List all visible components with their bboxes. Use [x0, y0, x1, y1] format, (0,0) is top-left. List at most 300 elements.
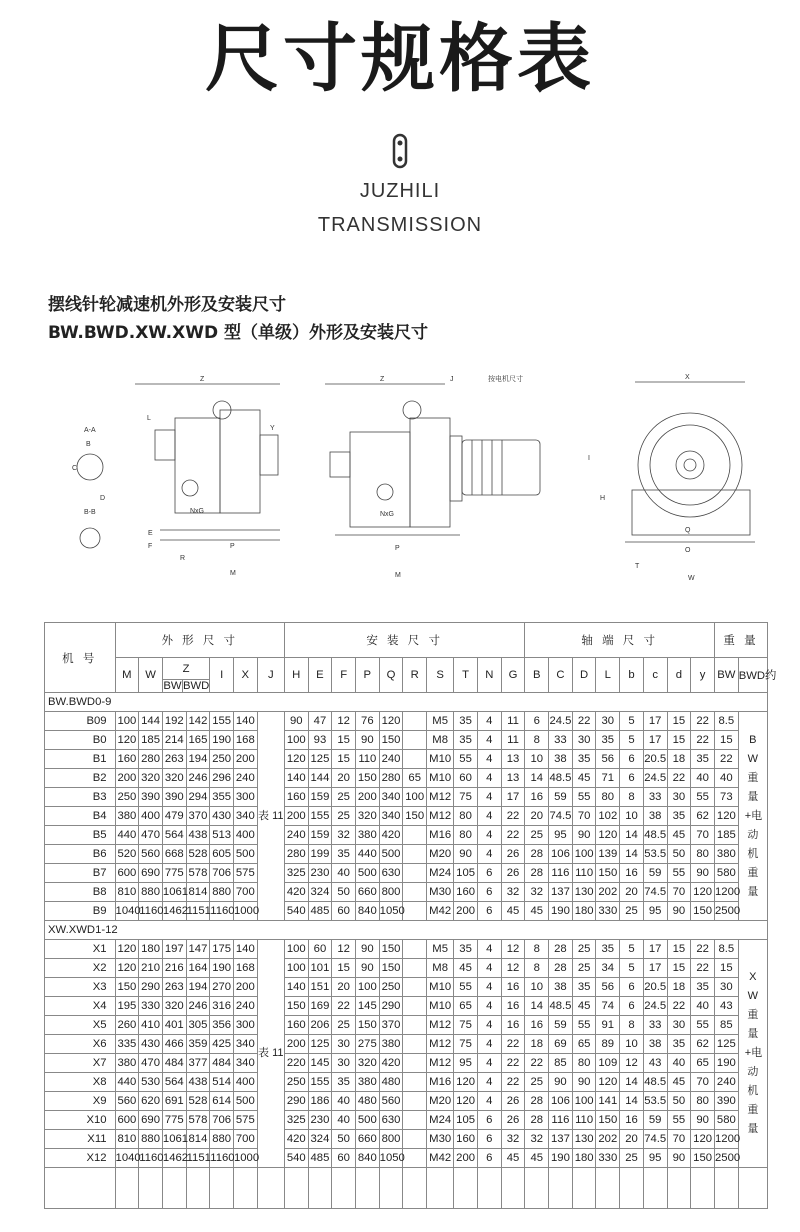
value-cell: 4 — [477, 712, 501, 731]
model-cell: B7 — [45, 864, 116, 883]
value-cell: 45 — [572, 997, 596, 1016]
col-i: I — [210, 658, 234, 693]
section-subtitle: 摆线针轮减速机外形及安装尺寸 — [48, 295, 286, 315]
value-cell: 137 — [549, 883, 573, 902]
value-cell: 160 — [454, 1130, 478, 1149]
empty-cell — [210, 1168, 234, 1209]
value-cell: 65 — [403, 769, 427, 788]
value-cell: 200 — [454, 1149, 478, 1168]
dim-label-z: Z — [200, 376, 205, 383]
value-cell: 14 — [620, 1092, 644, 1111]
value-cell: 240 — [233, 997, 257, 1016]
value-cell: 1160 — [210, 1149, 234, 1168]
value-cell: M12 — [427, 1016, 454, 1035]
value-cell: 17 — [643, 940, 667, 959]
value-cell: 810 — [115, 1130, 139, 1149]
value-cell: 440 — [115, 826, 139, 845]
model-cell: B09 — [45, 712, 116, 731]
value-cell: 16 — [620, 1111, 644, 1130]
value-cell: 30 — [572, 731, 596, 750]
value-cell: M5 — [427, 712, 454, 731]
value-cell: 330 — [596, 902, 620, 921]
value-cell: 90 — [454, 845, 478, 864]
value-cell: 356 — [210, 1016, 234, 1035]
motor-size-label: 按电机尺寸 — [488, 376, 523, 383]
header-outline: 外 形 尺 寸 — [115, 623, 284, 658]
table-row — [45, 788, 768, 807]
value-cell: 56 — [596, 750, 620, 769]
value-cell: 390 — [162, 788, 186, 807]
empty-cell — [643, 1168, 667, 1209]
value-cell: 15 — [667, 940, 691, 959]
value-cell: 6 — [620, 997, 644, 1016]
value-cell: 75 — [454, 1016, 478, 1035]
value-cell: 1200 — [715, 883, 739, 902]
empty-cell — [549, 1168, 573, 1209]
value-cell: 60 — [332, 1149, 356, 1168]
value-cell: 15 — [715, 731, 739, 750]
value-cell: 8.5 — [715, 940, 739, 959]
value-cell: 144 — [308, 769, 332, 788]
value-cell: 45 — [501, 902, 525, 921]
value-cell: 164 — [186, 959, 210, 978]
empty-cell — [45, 1168, 116, 1209]
value-cell — [403, 731, 427, 750]
value-cell: 560 — [115, 1092, 139, 1111]
dim-label-t: T — [635, 563, 640, 570]
model-cell: X9 — [45, 1092, 116, 1111]
value-cell: 4 — [477, 940, 501, 959]
value-cell: 25 — [525, 826, 549, 845]
value-cell: 240 — [715, 1073, 739, 1092]
value-cell: 25 — [332, 1016, 356, 1035]
value-cell: M10 — [427, 997, 454, 1016]
value-cell: 246 — [186, 769, 210, 788]
value-cell: 76 — [355, 712, 379, 731]
value-cell: 75 — [454, 1035, 478, 1054]
value-cell: 200 — [233, 978, 257, 997]
value-cell: 22 — [501, 807, 525, 826]
model-cell: B5 — [45, 826, 116, 845]
value-cell: 6 — [620, 750, 644, 769]
value-cell: 168 — [233, 731, 257, 750]
value-cell: 55 — [667, 864, 691, 883]
value-cell: 294 — [186, 788, 210, 807]
value-cell: 55 — [691, 788, 715, 807]
value-cell: 377 — [186, 1054, 210, 1073]
value-cell: 150 — [115, 978, 139, 997]
model-cell: B6 — [45, 845, 116, 864]
value-cell: 660 — [355, 1130, 379, 1149]
value-cell: 141 — [596, 1092, 620, 1111]
value-cell: 12 — [620, 1054, 644, 1073]
value-cell: 160 — [454, 883, 478, 902]
value-cell: 22 — [691, 712, 715, 731]
empty-cell — [403, 1168, 427, 1209]
value-cell: 814 — [186, 1130, 210, 1149]
value-cell: 190 — [715, 1054, 739, 1073]
value-cell: 220 — [284, 1054, 308, 1073]
value-cell: 14 — [525, 997, 549, 1016]
value-cell: 48.5 — [549, 769, 573, 788]
dim-label-nxg: NxG — [190, 508, 204, 515]
value-cell: 100 — [572, 1092, 596, 1111]
value-cell: 320 — [355, 1054, 379, 1073]
value-cell: 15 — [667, 959, 691, 978]
col-d: d — [667, 658, 691, 693]
value-cell: 340 — [233, 807, 257, 826]
value-cell: 440 — [115, 1073, 139, 1092]
header-shaft: 轴 端 尺 寸 — [525, 623, 715, 658]
value-cell: 35 — [454, 712, 478, 731]
value-cell: 690 — [139, 864, 163, 883]
value-cell: 528 — [186, 1092, 210, 1111]
value-cell: 1000 — [233, 1149, 257, 1168]
value-cell: M12 — [427, 788, 454, 807]
value-cell: 630 — [379, 864, 403, 883]
value-cell: 22 — [572, 712, 596, 731]
value-cell: 20.5 — [643, 978, 667, 997]
table-row — [45, 1035, 768, 1054]
table-row — [45, 883, 768, 902]
value-cell — [403, 902, 427, 921]
value-cell: 26 — [501, 1111, 525, 1130]
value-cell: 4 — [477, 750, 501, 769]
value-cell: 160 — [115, 750, 139, 769]
header-install: 安 装 尺 寸 — [284, 623, 524, 658]
model-cell: X11 — [45, 1130, 116, 1149]
value-cell: 20 — [525, 807, 549, 826]
value-cell: 250 — [379, 978, 403, 997]
model-cell: B4 — [45, 807, 116, 826]
value-cell: 300 — [233, 1016, 257, 1035]
value-cell: 1151 — [186, 1149, 210, 1168]
value-cell: 55 — [667, 1111, 691, 1130]
value-cell: 22 — [501, 1035, 525, 1054]
value-cell: 480 — [355, 1092, 379, 1111]
value-cell: 16 — [525, 788, 549, 807]
value-cell: 90 — [355, 731, 379, 750]
value-cell: 150 — [379, 731, 403, 750]
value-cell: 150 — [691, 1149, 715, 1168]
value-cell: 120 — [115, 731, 139, 750]
value-cell: 110 — [355, 750, 379, 769]
value-cell: 5 — [620, 731, 644, 750]
value-cell: 580 — [715, 864, 739, 883]
value-cell: 425 — [210, 1035, 234, 1054]
model-cell: X3 — [45, 978, 116, 997]
value-cell: 40 — [691, 997, 715, 1016]
value-cell: 22 — [691, 959, 715, 978]
value-cell: 370 — [186, 807, 210, 826]
value-cell: 775 — [162, 864, 186, 883]
value-cell: 530 — [139, 1073, 163, 1092]
value-cell: 30 — [596, 712, 620, 731]
value-cell: 100 — [284, 731, 308, 750]
value-cell: 240 — [233, 769, 257, 788]
value-cell: 6 — [620, 769, 644, 788]
value-cell: M12 — [427, 807, 454, 826]
dim-label-e: E — [148, 530, 153, 537]
section-subtitle-model: BW.BWD.XW.XWD 型（单级）外形及安装尺寸 — [48, 323, 429, 343]
value-cell: M42 — [427, 902, 454, 921]
value-cell: 22 — [667, 769, 691, 788]
value-cell — [403, 1130, 427, 1149]
value-cell: 150 — [379, 959, 403, 978]
value-cell: 540 — [284, 902, 308, 921]
value-cell: 35 — [596, 940, 620, 959]
value-cell: 325 — [284, 1111, 308, 1130]
empty-cell — [454, 1168, 478, 1209]
empty-cell — [427, 1168, 454, 1209]
empty-cell — [284, 1168, 308, 1209]
value-cell: 400 — [233, 1073, 257, 1092]
value-cell: 4 — [477, 845, 501, 864]
value-cell: M24 — [427, 1111, 454, 1130]
value-cell: 6 — [477, 1111, 501, 1130]
value-cell: 55 — [454, 978, 478, 997]
value-cell: 33 — [549, 731, 573, 750]
value-cell: M30 — [427, 883, 454, 902]
value-cell: 14 — [620, 826, 644, 845]
value-cell: 564 — [162, 826, 186, 845]
value-cell: 150 — [355, 1016, 379, 1035]
value-cell: 74.5 — [643, 883, 667, 902]
value-cell: M20 — [427, 1092, 454, 1111]
value-cell: 38 — [643, 807, 667, 826]
value-cell — [403, 750, 427, 769]
value-cell: 390 — [715, 1092, 739, 1111]
dim-label-f: F — [148, 543, 153, 550]
value-cell: 514 — [210, 1073, 234, 1092]
value-cell: 15 — [715, 959, 739, 978]
value-cell: 120 — [115, 959, 139, 978]
value-cell: 175 — [210, 940, 234, 959]
dim-label-r: R — [180, 555, 186, 562]
value-cell: 880 — [139, 1130, 163, 1149]
value-cell: 91 — [596, 1016, 620, 1035]
value-cell: 35 — [332, 1073, 356, 1092]
value-cell: 40 — [667, 1054, 691, 1073]
value-cell: 20 — [620, 1130, 644, 1149]
value-cell: 50 — [667, 845, 691, 864]
col-g: G — [501, 658, 525, 693]
col-c: C — [549, 658, 573, 693]
value-cell: 275 — [355, 1035, 379, 1054]
value-cell: M12 — [427, 1054, 454, 1073]
bw-table-ref: 表 11 — [257, 712, 284, 921]
value-cell: 169 — [308, 997, 332, 1016]
value-cell: 150 — [284, 997, 308, 1016]
value-cell: M5 — [427, 940, 454, 959]
value-cell: 1040 — [115, 1149, 139, 1168]
value-cell: 13 — [501, 769, 525, 788]
value-cell: 38 — [549, 978, 573, 997]
value-cell: 59 — [643, 1111, 667, 1130]
value-cell: 120 — [691, 1130, 715, 1149]
table-row — [45, 997, 768, 1016]
value-cell: 11 — [501, 731, 525, 750]
table-row — [45, 959, 768, 978]
value-cell: 17 — [643, 712, 667, 731]
value-cell: 263 — [162, 978, 186, 997]
col-x: X — [233, 658, 257, 693]
value-cell: 120 — [115, 940, 139, 959]
dim-label-m2: M — [395, 572, 401, 579]
model-cell: B0 — [45, 731, 116, 750]
value-cell: 26 — [501, 1092, 525, 1111]
value-cell: 74.5 — [643, 1130, 667, 1149]
value-cell: 22 — [667, 997, 691, 1016]
value-cell: 186 — [308, 1092, 332, 1111]
value-cell: 814 — [186, 883, 210, 902]
value-cell: 168 — [233, 959, 257, 978]
value-cell: 230 — [308, 864, 332, 883]
value-cell: 35 — [332, 845, 356, 864]
value-cell: 53.5 — [643, 1092, 667, 1111]
value-cell: 69 — [549, 1035, 573, 1054]
value-cell: 85 — [715, 1016, 739, 1035]
value-cell: 400 — [233, 826, 257, 845]
value-cell: 700 — [233, 1130, 257, 1149]
value-cell: 600 — [115, 1111, 139, 1130]
value-cell: 32 — [332, 826, 356, 845]
value-cell: 8.5 — [715, 712, 739, 731]
value-cell: 16 — [525, 1016, 549, 1035]
value-cell: 159 — [308, 826, 332, 845]
value-cell: 80 — [596, 788, 620, 807]
value-cell: 401 — [162, 1016, 186, 1035]
value-cell: 100 — [403, 788, 427, 807]
table-row — [45, 1092, 768, 1111]
value-cell: 150 — [596, 864, 620, 883]
value-cell: 485 — [308, 1149, 332, 1168]
value-cell: 840 — [355, 1149, 379, 1168]
value-cell: 18 — [667, 750, 691, 769]
value-cell: 116 — [549, 1111, 573, 1130]
model-cell: X7 — [45, 1054, 116, 1073]
value-cell: 105 — [454, 1111, 478, 1130]
value-cell: 100 — [284, 959, 308, 978]
value-cell: 11 — [501, 712, 525, 731]
value-cell: 370 — [379, 1016, 403, 1035]
dim-label-p: P — [230, 543, 235, 550]
value-cell: 130 — [572, 883, 596, 902]
value-cell: 90 — [572, 826, 596, 845]
value-cell: 500 — [233, 1092, 257, 1111]
value-cell: 200 — [284, 1035, 308, 1054]
value-cell: 45 — [454, 959, 478, 978]
bw-weight-note: BW重量+电动机重量 — [738, 712, 767, 921]
col-e: E — [308, 658, 332, 693]
value-cell: 95 — [549, 826, 573, 845]
value-cell: 26 — [501, 864, 525, 883]
brand-line-2: TRANSMISSION — [317, 214, 483, 236]
value-cell: 45 — [525, 902, 549, 921]
value-cell: 60 — [308, 940, 332, 959]
value-cell: 139 — [596, 845, 620, 864]
value-cell: 280 — [284, 845, 308, 864]
value-cell: 25 — [525, 1073, 549, 1092]
value-cell: 125 — [715, 1035, 739, 1054]
value-cell: 270 — [210, 978, 234, 997]
value-cell: 380 — [355, 1073, 379, 1092]
value-cell: 43 — [643, 1054, 667, 1073]
value-cell: 6 — [477, 1130, 501, 1149]
value-cell: 90 — [355, 940, 379, 959]
value-cell: 180 — [572, 1149, 596, 1168]
value-cell: 200 — [115, 769, 139, 788]
value-cell: 33 — [643, 1016, 667, 1035]
value-cell — [403, 1035, 427, 1054]
value-cell: 116 — [549, 864, 573, 883]
value-cell: 240 — [284, 826, 308, 845]
value-cell: 20 — [620, 883, 644, 902]
value-cell: 14 — [620, 1073, 644, 1092]
dim-label-w: W — [688, 575, 695, 582]
value-cell: M12 — [427, 1035, 454, 1054]
value-cell: 340 — [233, 1054, 257, 1073]
value-cell: 48.5 — [643, 1073, 667, 1092]
value-cell: 359 — [186, 1035, 210, 1054]
value-cell: 30 — [332, 1054, 356, 1073]
model-cell: X1 — [45, 940, 116, 959]
value-cell: 1462 — [162, 1149, 186, 1168]
value-cell: 165 — [186, 731, 210, 750]
value-cell: 706 — [210, 1111, 234, 1130]
col-s: S — [427, 658, 454, 693]
value-cell: 137 — [549, 1130, 573, 1149]
value-cell: 150 — [691, 902, 715, 921]
value-cell — [403, 940, 427, 959]
value-cell: 340 — [379, 788, 403, 807]
value-cell: 6 — [477, 883, 501, 902]
value-cell: 30 — [332, 1035, 356, 1054]
value-cell: 202 — [596, 1130, 620, 1149]
model-cell: X10 — [45, 1111, 116, 1130]
value-cell: 95 — [643, 902, 667, 921]
value-cell: 580 — [715, 1111, 739, 1130]
value-cell: 1050 — [379, 902, 403, 921]
value-cell: 324 — [308, 883, 332, 902]
value-cell: 109 — [596, 1054, 620, 1073]
value-cell: 575 — [233, 1111, 257, 1130]
value-cell: 420 — [284, 883, 308, 902]
value-cell: 12 — [501, 959, 525, 978]
value-cell: 420 — [379, 1054, 403, 1073]
value-cell: 691 — [162, 1092, 186, 1111]
value-cell: 320 — [139, 769, 163, 788]
value-cell — [403, 1073, 427, 1092]
value-cell: 700 — [233, 883, 257, 902]
value-cell: 28 — [525, 864, 549, 883]
empty-cell — [257, 1168, 284, 1209]
value-cell: 102 — [596, 807, 620, 826]
value-cell: 320 — [162, 997, 186, 1016]
value-cell: 150 — [355, 769, 379, 788]
value-cell: 484 — [162, 1054, 186, 1073]
value-cell: M10 — [427, 769, 454, 788]
value-cell: 20 — [332, 769, 356, 788]
value-cell: 10 — [525, 750, 549, 769]
value-cell: 600 — [115, 864, 139, 883]
value-cell: 120 — [284, 750, 308, 769]
value-cell: 1462 — [162, 902, 186, 921]
value-cell: 15 — [667, 731, 691, 750]
value-cell — [403, 883, 427, 902]
value-cell: 880 — [139, 883, 163, 902]
value-cell: 140 — [284, 978, 308, 997]
